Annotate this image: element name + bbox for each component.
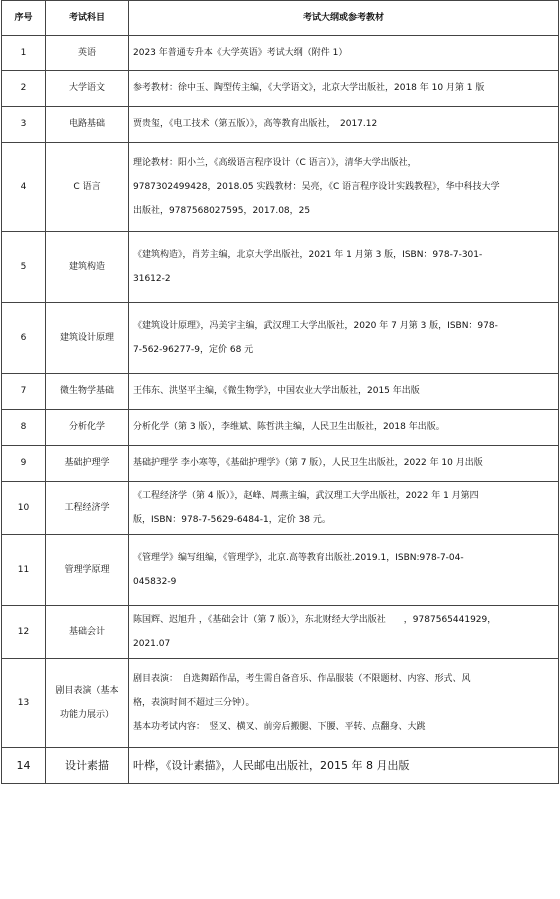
- materials-line: 《管理学》编写组编，《管理学》，北京.高等教育出版社.2019.1，ISBN:978-7-04-: [133, 552, 464, 563]
- materials-line: 基本功考试内容： 竖叉、横叉、前旁后搬腿、下腰、平转、点翻身、大跳: [133, 722, 426, 733]
- materials-line: 王伟东、洪坚平主编，《微生物学》，中国农业大学出版社，2015 年出版: [133, 386, 420, 397]
- materials-line: 参考教材：徐中玉、陶型传主编，《大学语文》，北京大学出版社，2018 年 10 月第 1 版: [133, 83, 485, 94]
- materials-line: 分析化学（第 3 版），李维斌、陈哲洪主编，人民卫生出版社，2018 年出版。: [133, 422, 445, 433]
- table-row: [2, 232, 559, 303]
- row-number: 1: [2, 36, 46, 71]
- materials-cell: [129, 482, 559, 535]
- subject-cell: 基础会计: [46, 606, 129, 659]
- header-no: 序号: [2, 1, 46, 36]
- materials-cell: [129, 606, 559, 659]
- subject-cell: 电路基础: [46, 107, 129, 143]
- table-row: [2, 482, 559, 535]
- row-number: 7: [2, 374, 46, 410]
- materials-line: 出版社，9787568027595，2017.08，25: [133, 206, 311, 217]
- materials-line: 9787302499428，2018.05 实践教材：吴亮，《C 语言程序设计实践教程》，华中科技大学: [133, 181, 500, 192]
- table-row: [2, 374, 559, 410]
- materials-cell: [129, 446, 559, 482]
- table-row: [2, 446, 559, 482]
- table-row: [2, 410, 559, 446]
- materials-cell: [129, 143, 559, 232]
- subject-cell: 建筑构造: [46, 232, 129, 303]
- materials-cell: [129, 535, 559, 606]
- table-header-row: [2, 1, 559, 36]
- table-row: [2, 107, 559, 143]
- row-number: 5: [2, 232, 46, 303]
- materials-cell: [129, 374, 559, 410]
- materials-line: 31612-2: [133, 274, 171, 284]
- materials-line: 叶桦，《设计素描》，人民邮电出版社，2015 年 8 月出版: [133, 758, 410, 772]
- row-number: 10: [2, 482, 46, 535]
- materials-cell: [129, 303, 559, 374]
- materials-cell: [129, 71, 559, 107]
- row-number: 6: [2, 303, 46, 374]
- materials-line: 《建筑设计原理》，冯美宇主编，武汉理工大学出版社，2020 年 7 月第 3 版，ISBN：978-: [133, 320, 498, 331]
- subject-cell: 工程经济学: [46, 482, 129, 535]
- materials-line: 剧目表演： 自选舞蹈作品，考生需自备音乐、作品服装（不限题材、内容、形式、风: [133, 673, 471, 684]
- materials-cell: [129, 107, 559, 143]
- materials-line: 2021.07: [133, 639, 171, 649]
- row-number: 3: [2, 107, 46, 143]
- materials-cell: [129, 410, 559, 446]
- subject-cell: 剧目表演（基本功能力展示）: [46, 659, 129, 748]
- table-row: [2, 303, 559, 374]
- table-row: [2, 659, 559, 748]
- subject-cell: 英语: [46, 36, 129, 71]
- header-subject: 考试科目: [46, 1, 129, 36]
- materials-cell: [129, 36, 559, 71]
- materials-line: 陈国辉、迟旭升 ，《基础会计（第 7 版）》，东北财经大学出版社 ，9787565441929，: [133, 614, 497, 625]
- row-number: 12: [2, 606, 46, 659]
- materials-line: 基础护理学 李小寒等，《基础护理学》（第 7 版），人民卫生出版社，2022 年 10 月出版: [133, 458, 483, 469]
- materials-cell: [129, 232, 559, 303]
- materials-line: 格，表演时间不超过三分钟）。: [133, 697, 255, 708]
- requirements-table: [1, 0, 559, 784]
- materials-cell: [129, 748, 559, 784]
- subject-cell: 微生物学基础: [46, 374, 129, 410]
- materials-line: 045832-9: [133, 577, 177, 587]
- subject-cell: C 语言: [46, 143, 129, 232]
- subject-cell: 基础护理学: [46, 446, 129, 482]
- row-number: 9: [2, 446, 46, 482]
- materials-line: 理论教材：阳小兰，《高级语言程序设计（C 语言）》，清华大学出版社，: [133, 157, 417, 168]
- table-row: [2, 535, 559, 606]
- subject-cell: 管理学原理: [46, 535, 129, 606]
- materials-line: 贾贵玺，《电工技术（第五版）》，高等教育出版社， 2017.12: [133, 119, 378, 130]
- materials-line: 版，ISBN：978-7-5629-6484-1，定价 38 元。: [133, 515, 331, 525]
- table-row: [2, 606, 559, 659]
- row-number: 4: [2, 143, 46, 232]
- row-number: 13: [2, 659, 46, 748]
- table-row: [2, 71, 559, 107]
- materials-line: 7-562-96277-9，定价 68 元: [133, 345, 254, 355]
- table-row: [2, 36, 559, 71]
- materials-line: 2023 年普通专升本《大学英语》考试大纲（附件 1）: [133, 47, 348, 58]
- materials-line: 《工程经济学（第 4 版）》，赵峰、周燕主编，武汉理工大学出版社，2022 年 1 月第四: [133, 490, 479, 501]
- subject-cell: 设计素描: [46, 748, 129, 784]
- table-row: [2, 748, 559, 784]
- subject-cell: 分析化学: [46, 410, 129, 446]
- materials-line: 《建筑构造》，肖芳主编，北京大学出版社，2021 年 1 月第 3 版，ISBN：978-7-301-: [133, 249, 483, 260]
- materials-cell: [129, 659, 559, 748]
- row-number: 2: [2, 71, 46, 107]
- subject-cell: 建筑设计原理: [46, 303, 129, 374]
- subject-cell: 大学语文: [46, 71, 129, 107]
- row-number: 14: [2, 748, 46, 784]
- row-number: 8: [2, 410, 46, 446]
- header-materials: 考试大纲或参考教材: [129, 1, 559, 36]
- table-row: [2, 143, 559, 232]
- row-number: 11: [2, 535, 46, 606]
